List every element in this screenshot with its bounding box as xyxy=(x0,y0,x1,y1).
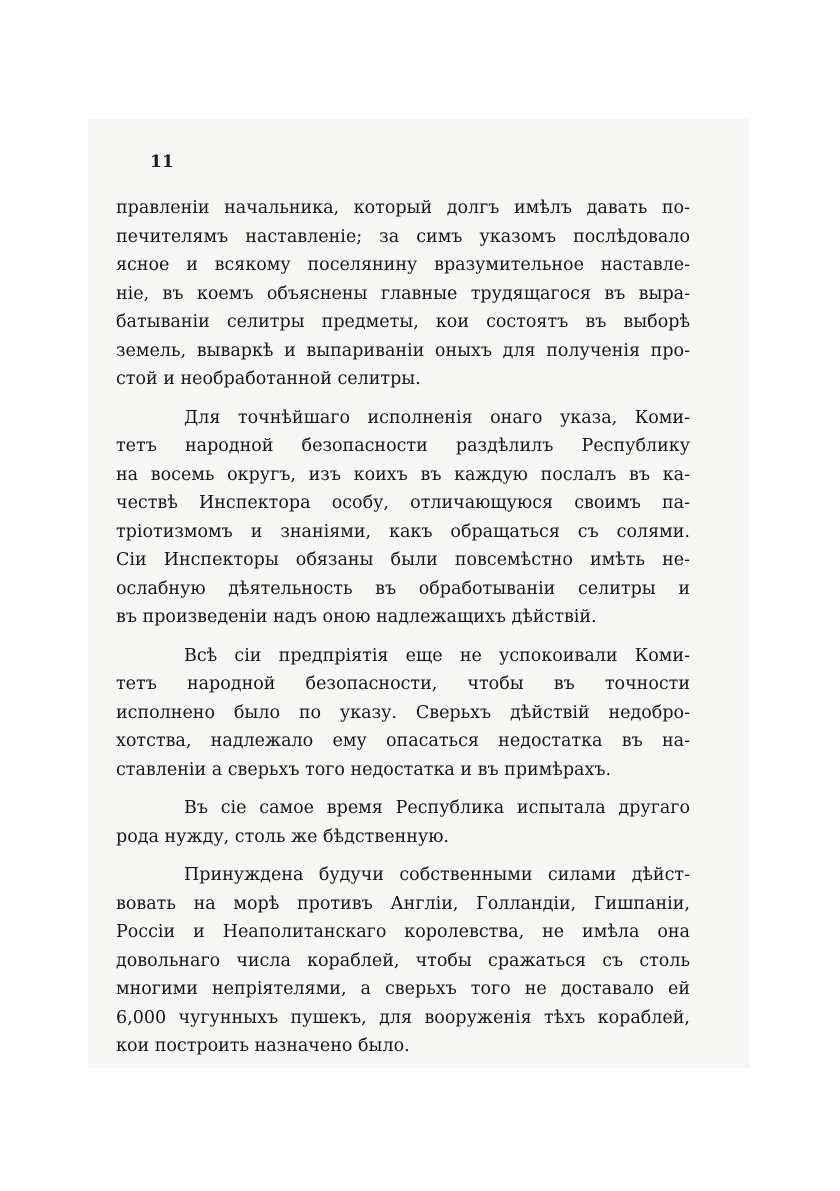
paragraph-4 xyxy=(116,794,690,851)
text-line: земель, вываркѣ и выпариваніи оныхъ для полученія про- xyxy=(116,340,690,361)
text-line: печителямъ наставленіе; за симъ указомъ послѣдовало xyxy=(116,226,690,247)
paragraph-2 xyxy=(116,404,690,632)
text-line: довольнаго числа кораблей, чтобы сражаться съ столь xyxy=(116,950,690,971)
text-line: на восемь округъ, изъ коихъ въ каждую послалъ въ ка- xyxy=(116,464,690,485)
text-line: тріотизмомъ и знаніями, какъ обращаться съ солями. xyxy=(116,521,690,542)
text-line: рода нужду, столь же бѣдственную. xyxy=(116,826,449,847)
text-line: тетъ народной безопасности раздѣлилъ Республику xyxy=(116,436,690,456)
text-line: 6,000 чугунныхъ пушекъ, для вооруженія тѣхъ кораблей, xyxy=(116,1007,690,1028)
text-line: Въ сіе самое время Республика испытала другаго xyxy=(184,798,690,818)
text-line: правленіи начальника, который долгъ имѣлъ давать по- xyxy=(116,198,690,218)
text-line: ослабную дѣятельность въ обработываніи селитры и xyxy=(116,578,690,599)
text-line: Принуждена будучи собственными силами дѣйст- xyxy=(184,865,690,885)
paragraph-3 xyxy=(116,642,690,785)
text-line: Всѣ сіи предпріятія еще не успокоивали Коми- xyxy=(184,645,690,666)
text-line: Сіи Инспекторы обязаны были повсемѣстно имѣть не- xyxy=(116,550,690,570)
text-line: вовать на морѣ противъ Англіи, Голландіи, Гишпаніи, xyxy=(116,893,690,914)
body-text xyxy=(116,194,690,1061)
paragraph-gap xyxy=(116,851,690,861)
text-line: кои построить назначено было. xyxy=(116,1036,410,1056)
text-line: тетъ народной безопасности, чтобы въ точности xyxy=(116,674,690,694)
paragraph-gap xyxy=(116,784,690,794)
text-line: батываніи селитры предметы, кои состоятъ въ выборѣ xyxy=(116,312,690,332)
text-line: чествѣ Инспектора особу, отличающуюся своимъ па- xyxy=(116,493,690,513)
page-number: 11 xyxy=(150,152,174,172)
text-line: ставленіи а сверьхъ того недостатка и въ примѣрахъ. xyxy=(116,759,612,780)
text-line: многими непріятелями, а сверьхъ того не доставало ей xyxy=(116,979,690,999)
paragraph-gap xyxy=(116,394,690,404)
text-line: Для точнѣйшаго исполненія онаго указа, Коми- xyxy=(184,407,690,428)
text-line: ясное и всякому поселянину вразумительное наставле- xyxy=(116,255,690,275)
paragraph-gap xyxy=(116,632,690,642)
text-line: хотства, надлежало ему опасаться недостатка въ на- xyxy=(116,731,690,751)
text-line: ніе, въ коемъ объяснены главные трудящагося въ выра- xyxy=(116,283,690,304)
text-line: Россіи и Неаполитанскаго королевства, не имѣла она xyxy=(116,922,690,942)
text-line: въ произведеніи надъ оною надлежащихъ дѣйствій. xyxy=(116,607,597,627)
text-line: стой и необработанной селитры. xyxy=(116,369,421,389)
paragraph-5 xyxy=(116,861,690,1061)
text-line: исполнено было по указу. Сверьхъ дѣйствій недобро- xyxy=(116,702,690,723)
paragraph-1 xyxy=(116,194,690,394)
